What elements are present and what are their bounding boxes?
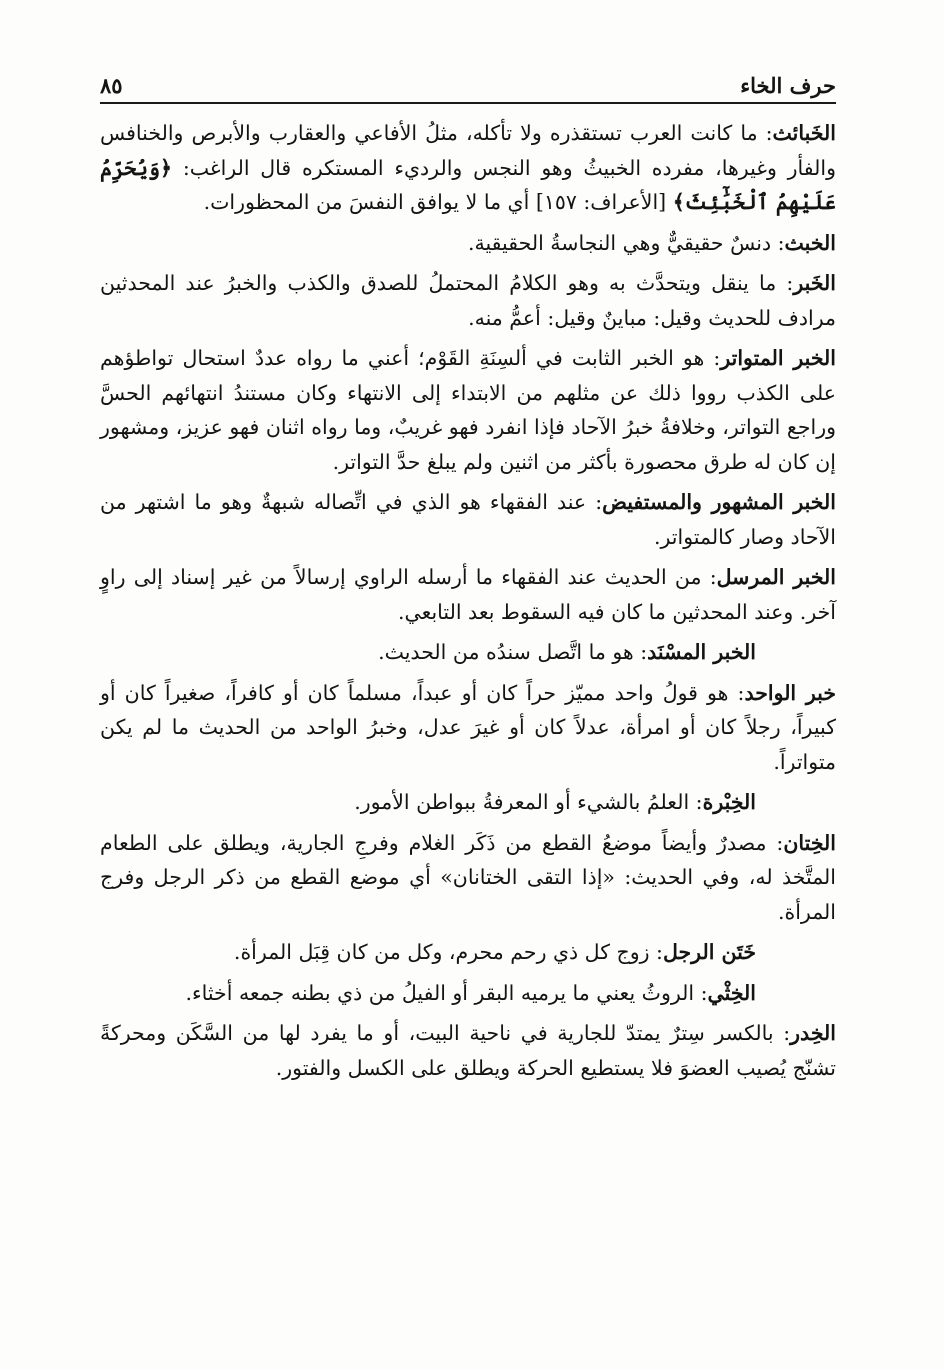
entry-term: الخبر المسْنَد: [647, 640, 756, 664]
dictionary-page: [100, 62, 836, 1091]
entry-term: الخِتان: [783, 830, 836, 855]
entry-text: : الروثُ يعني ما يرميه البقر أو الفيلُ من ذي بطنه جمعه أخثاء.: [185, 980, 708, 1005]
entry-term: الخَبر: [793, 271, 836, 295]
entry-khitan: [100, 826, 836, 930]
entry-text: : هو قولُ واحد مميّز حراً كان أو عبداً، مسلماً كان أو كافراً، صغيراً كان أو كبيراً، رجلاً كان أو امرأة، عدلاً كان أو غيرَ عدل، وخبرُ الواحد من الحديث ما لم يكن متواتراً.: [100, 680, 836, 774]
entry-khatan: [100, 935, 836, 970]
entry-term: الخبث: [784, 230, 836, 255]
entry-khabar-wahid: [100, 676, 836, 780]
entry-text: : دنسٌ حقيقيٌّ وهي النجاسةُ الحقيقية.: [467, 230, 785, 255]
entry-text: : ما كانت العرب تستقذره ولا تأكله، مثلُ الأفاعي والعقارب والأبرص والخنافس والفأر وغيرها، مفرده الخبيثُ وهو النجس والرديء المستكره قال الراغب:: [100, 121, 836, 180]
entry-term: الخِدر: [790, 1021, 836, 1045]
entry-term: الخِبْرة: [702, 790, 756, 814]
entry-khabar-mursal: [100, 560, 836, 629]
entry-text: : ما ينقل ويتحدَّث به وهو الكلامُ المحتملُ للصدق والكذب والخبرُ عند المحدثين مرادف للحديث وقيل: مباينٌ وقيل: أعمُّ منه.: [100, 271, 836, 330]
entry-khabaith: [100, 116, 836, 220]
chapter-title: حرف الخاء: [740, 73, 836, 98]
entry-term: الخَبائث: [772, 121, 836, 145]
entry-text: : هو الخبر الثابت في ألسِنَةِ القَوْم؛ أعني ما رواه عددٌ استحال تواطؤهم على الكذب رووا ذلك عن مثلهم من الابتداء إلى الانتهاء وكان مستندُ انتهائهم الحسَّ وراجع التواتر، وخلافةُ خبرُ الآحاد فإذا انفرد فهو غريبٌ، وما رواه اثنان فهو عزيز، ومشهور إن كان له طرق محصورة بأكثر من اثنين ولم يبلغ حدَّ التواتر.: [100, 346, 836, 474]
entry-term: الخبر المتواتر: [720, 346, 836, 370]
entry-khabar-mutawatir: [100, 341, 836, 479]
entry-khibra: [100, 785, 836, 820]
entry-term: الخبر المرسل: [716, 565, 836, 589]
entry-khabar: [100, 266, 836, 335]
entry-text: : من الحديث عند الفقهاء ما أرسله الراوي إرسالاً من غير إسناد إلى راوٍ آخر. وعند المحدثين ما كان فيه السقوط بعد التابعي.: [100, 565, 836, 624]
entry-term: الخِثْي: [707, 980, 756, 1005]
entry-khabar-musnad: [100, 635, 836, 670]
entry-term: خبر الواحد: [744, 680, 837, 705]
entry-text: : زوج كل ذي رحم محرم، وكل من كان قِبَل المرأة.: [233, 940, 663, 964]
entry-term: الخبر المشهور والمستفيض: [602, 490, 836, 514]
entry-text: : بالكسر سِترٌ يمتدّ للجارية في ناحية البيت، أو ما يفرد لها من السَّكَن ومحركةً تشنّج يُصيب العضوَ فلا يستطيع الحركة ويطلق على الكسل والفتور.: [100, 1021, 836, 1080]
entries-list: [100, 116, 836, 1085]
entry-khidr: [100, 1016, 836, 1085]
entry-term: خَتَن الرجل: [662, 940, 756, 964]
entry-text: : العلمُ بالشيء أو المعرفةُ ببواطن الأمور.: [354, 790, 703, 814]
quran-verse: ﴿وَيُحَرِّمُ عَلَيْهِمُ ٱلْخَبَٰٓئِثَ﴾: [100, 155, 836, 214]
page-number: ٨٥: [100, 73, 123, 98]
entry-text: [الأعراف: ١٥٧] أي ما لا يوافق النفسَ من المحظورات.: [203, 190, 673, 214]
page-header: [100, 62, 836, 104]
entry-text: : مصدرٌ وأيضاً موضعُ القطع من ذَكَر الغلام وفرجِ الجارية، ويطلق على الطعام المتَّخذ له، وفي الحديث: «إذا التقى الختانان» أي موضع القطع من ذكر الرجل وفرج المرأة.: [100, 830, 836, 924]
entry-text: : عند الفقهاء هو الذي في اتِّصاله شبهةٌ وهو ما اشتهر من الآحاد وصار كالمتواتر.: [100, 490, 836, 549]
entry-khabath: [100, 226, 836, 261]
entry-text: : هو ما اتَّصل سندُه من الحديث.: [378, 640, 648, 664]
entry-khabar-mashhur: [100, 485, 836, 554]
entry-khithy: [100, 976, 836, 1011]
